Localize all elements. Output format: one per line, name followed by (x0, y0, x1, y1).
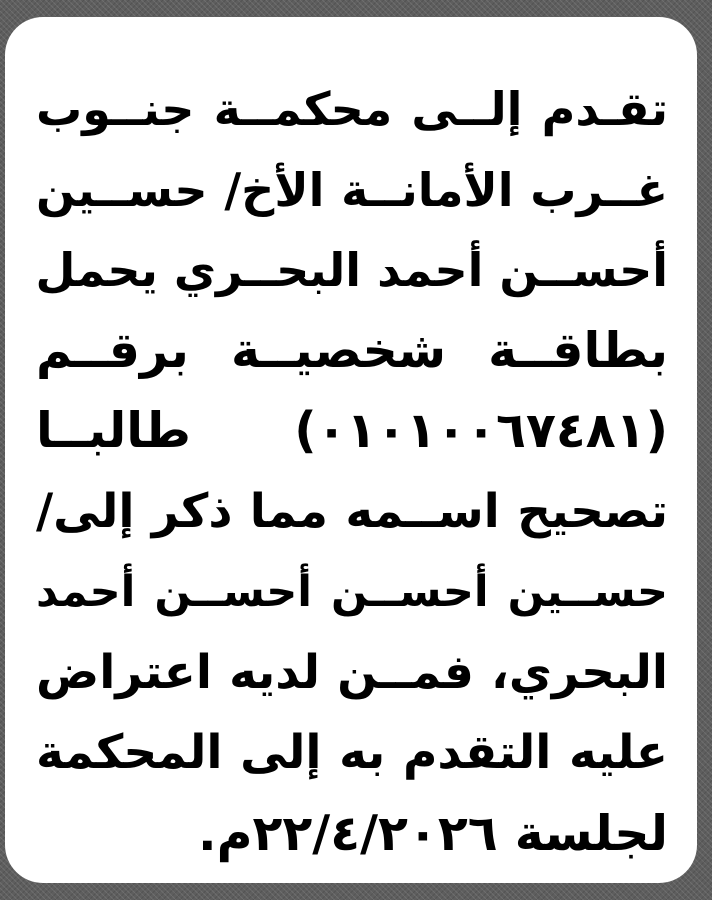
notice-line: تقـدم إلــى محكمــة جنــوب (36, 82, 668, 136)
notice-card (5, 17, 697, 883)
notice-line: البحري، فمــن لديه اعتراض (36, 644, 668, 700)
notice-line: غــرب الأمانــة الأخ/ حســين (36, 162, 668, 217)
notice-line: لجلسة ٢٢/٤/٢٠٢٦م. (197, 804, 668, 862)
notice-line: أحســن أحمد البحــري يحمل (35, 243, 668, 297)
notice-line: بطاقــة شخصيــة برقــم (36, 321, 668, 379)
notice-text (36, 69, 668, 874)
notice-line: حســين أحســن أحســن أحمد (36, 567, 668, 617)
notice-line: تصحيح اســمه مما ذكر إلى/ (36, 483, 668, 539)
notice-line: عليه التقدم به إلى المحكمة (36, 725, 668, 780)
notice-line: (٠١٠١٠٠٦٧٤٨١) طالبــا (36, 402, 668, 459)
